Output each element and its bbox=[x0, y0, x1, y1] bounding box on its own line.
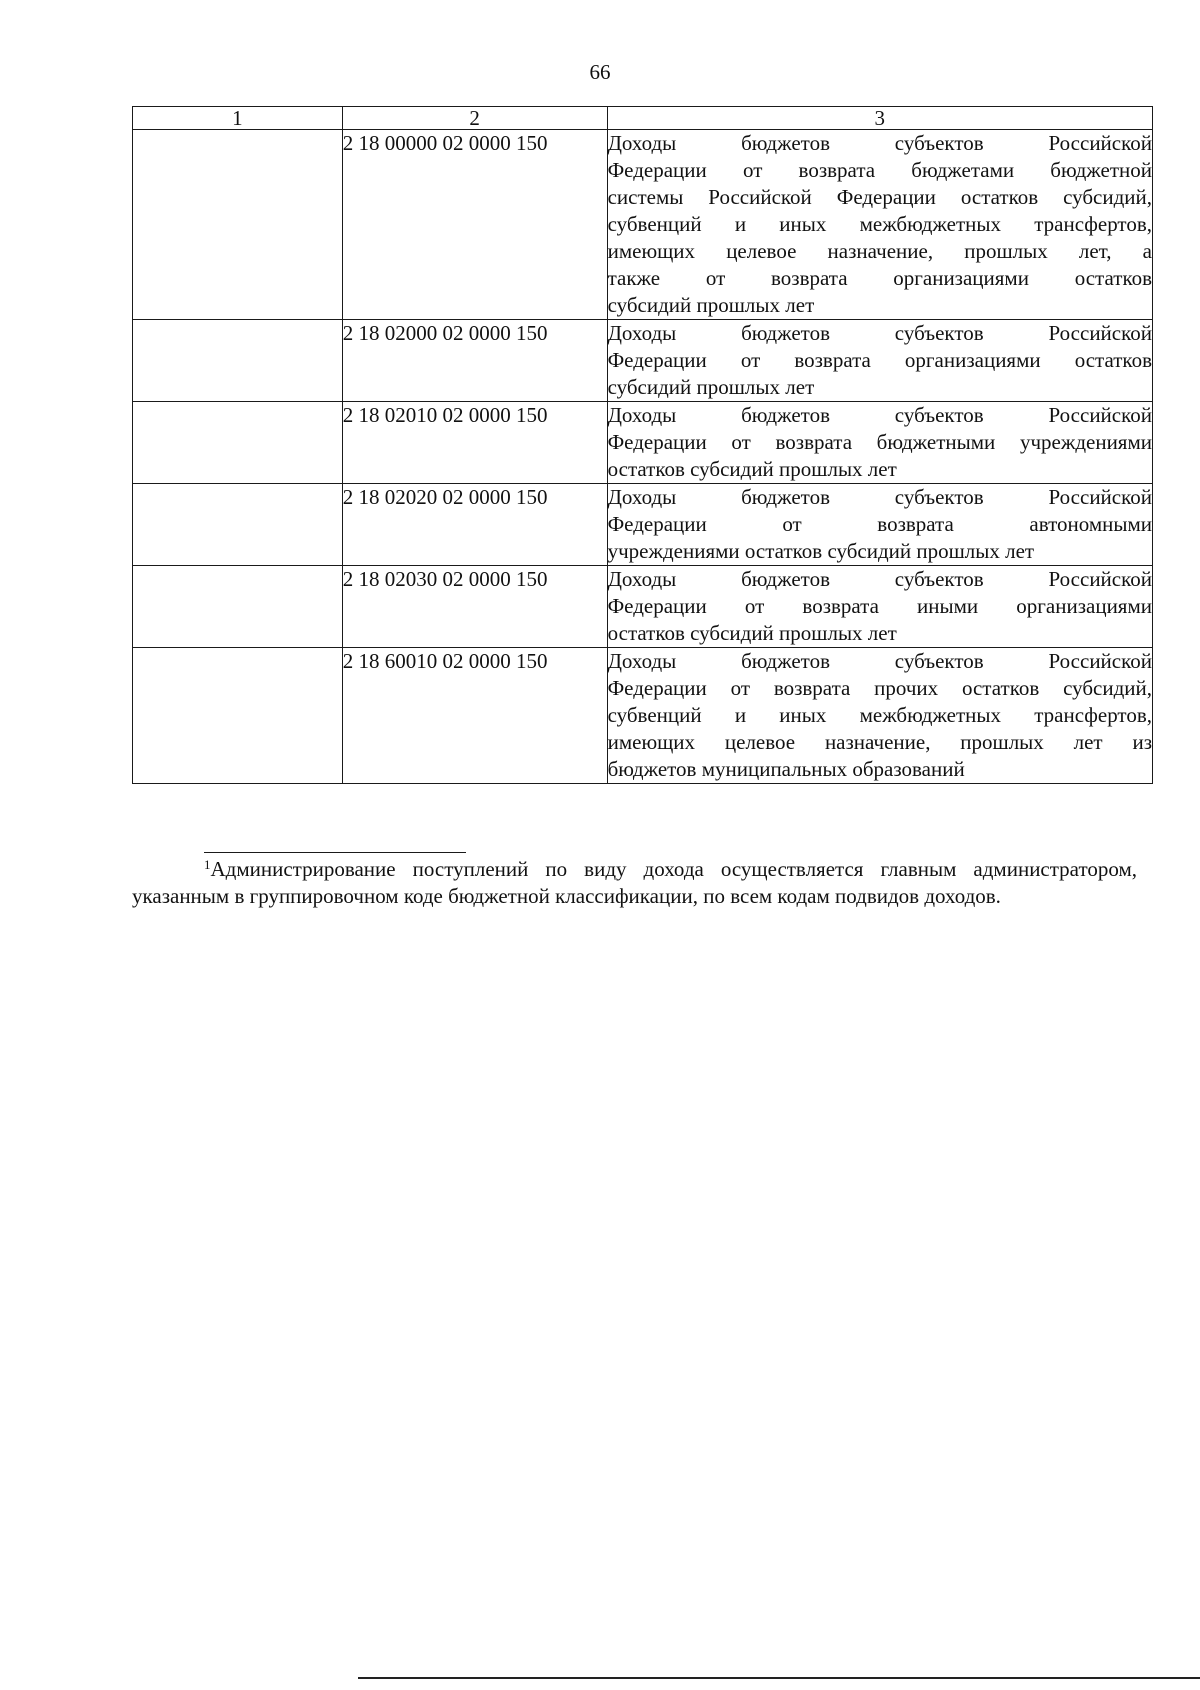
description-line: Доходы бюджетов субъектов Российской bbox=[607, 403, 1152, 427]
description-line: имеющих целевое назначение, прошлых лет из bbox=[607, 730, 1152, 754]
admin-code-cell bbox=[133, 566, 343, 648]
description-line: Федерации от возврата автономными bbox=[607, 512, 1152, 536]
description-line: Федерации от возврата бюджетами бюджетной bbox=[607, 158, 1152, 182]
table-header-row bbox=[133, 107, 1153, 130]
column-header-3: 3 bbox=[607, 107, 1152, 130]
column-header-1: 1 bbox=[133, 107, 343, 130]
admin-code-cell bbox=[133, 130, 343, 320]
description-line: Федерации от возврата организациями остатков bbox=[607, 348, 1152, 372]
admin-code-cell bbox=[133, 484, 343, 566]
admin-code-cell bbox=[133, 648, 343, 784]
budget-classification-code: 2 18 60010 02 0000 150 bbox=[342, 648, 607, 784]
description-line: Федерации от возврата иными организациями bbox=[607, 594, 1152, 618]
revenue-description bbox=[607, 130, 1152, 320]
description-line: Доходы бюджетов субъектов Российской bbox=[607, 485, 1152, 509]
table-row bbox=[133, 402, 1153, 484]
description-line: остатков субсидий прошлых лет bbox=[607, 621, 897, 645]
bottom-edge-line bbox=[358, 1677, 1200, 1679]
description-line: Доходы бюджетов субъектов Российской bbox=[607, 321, 1152, 345]
page-number: 66 bbox=[589, 60, 611, 84]
admin-code-cell bbox=[133, 320, 343, 402]
budget-classification-code: 2 18 02020 02 0000 150 bbox=[342, 484, 607, 566]
admin-code-cell bbox=[133, 402, 343, 484]
budget-classification-code: 2 18 02030 02 0000 150 bbox=[342, 566, 607, 648]
table-row bbox=[133, 320, 1153, 402]
description-line: остатков субсидий прошлых лет bbox=[607, 457, 897, 481]
table-row bbox=[133, 566, 1153, 648]
revenue-description bbox=[607, 320, 1152, 402]
description-line: Федерации от возврата прочих остатков субсидий, bbox=[607, 676, 1152, 700]
description-line: субвенций и иных межбюджетных трансфертов, bbox=[607, 703, 1152, 727]
description-line: учреждениями остатков субсидий прошлых лет bbox=[607, 539, 1035, 563]
revenue-codes-table bbox=[132, 106, 1153, 784]
description-line: Доходы бюджетов субъектов Российской bbox=[607, 567, 1152, 591]
budget-classification-code: 2 18 00000 02 0000 150 bbox=[342, 130, 607, 320]
table-row bbox=[133, 648, 1153, 784]
footnote-marker: 1 bbox=[204, 857, 211, 872]
budget-classification-code: 2 18 02010 02 0000 150 bbox=[342, 402, 607, 484]
revenue-description bbox=[607, 484, 1152, 566]
footnote bbox=[132, 856, 1137, 910]
description-line: системы Российской Федерации остатков субсидий, bbox=[607, 185, 1152, 209]
description-line: субвенций и иных межбюджетных трансфертов, bbox=[607, 212, 1152, 236]
description-line: Доходы бюджетов субъектов Российской bbox=[607, 649, 1152, 673]
footnote-text: Администрирование поступлений по виду дохода осуществляется главным администратором, указанным в группировочном коде бюджетной классификации, по всем кодам подвидов доходов. bbox=[132, 857, 1137, 908]
column-header-2: 2 bbox=[342, 107, 607, 130]
description-line: субсидий прошлых лет bbox=[607, 375, 815, 399]
revenue-description bbox=[607, 402, 1152, 484]
revenue-description bbox=[607, 566, 1152, 648]
table-row bbox=[133, 130, 1153, 320]
description-line: бюджетов муниципальных образований bbox=[607, 757, 965, 781]
budget-classification-code: 2 18 02000 02 0000 150 bbox=[342, 320, 607, 402]
table-row bbox=[133, 484, 1153, 566]
description-line: Федерации от возврата бюджетными учреждениями bbox=[607, 430, 1152, 454]
description-line: Доходы бюджетов субъектов Российской bbox=[607, 131, 1152, 155]
revenue-description bbox=[607, 648, 1152, 784]
description-line: также от возврата организациями остатков bbox=[607, 266, 1152, 290]
footnote-separator bbox=[204, 852, 466, 853]
description-line: имеющих целевое назначение, прошлых лет, а bbox=[607, 239, 1152, 263]
description-line: субсидий прошлых лет bbox=[607, 293, 815, 317]
